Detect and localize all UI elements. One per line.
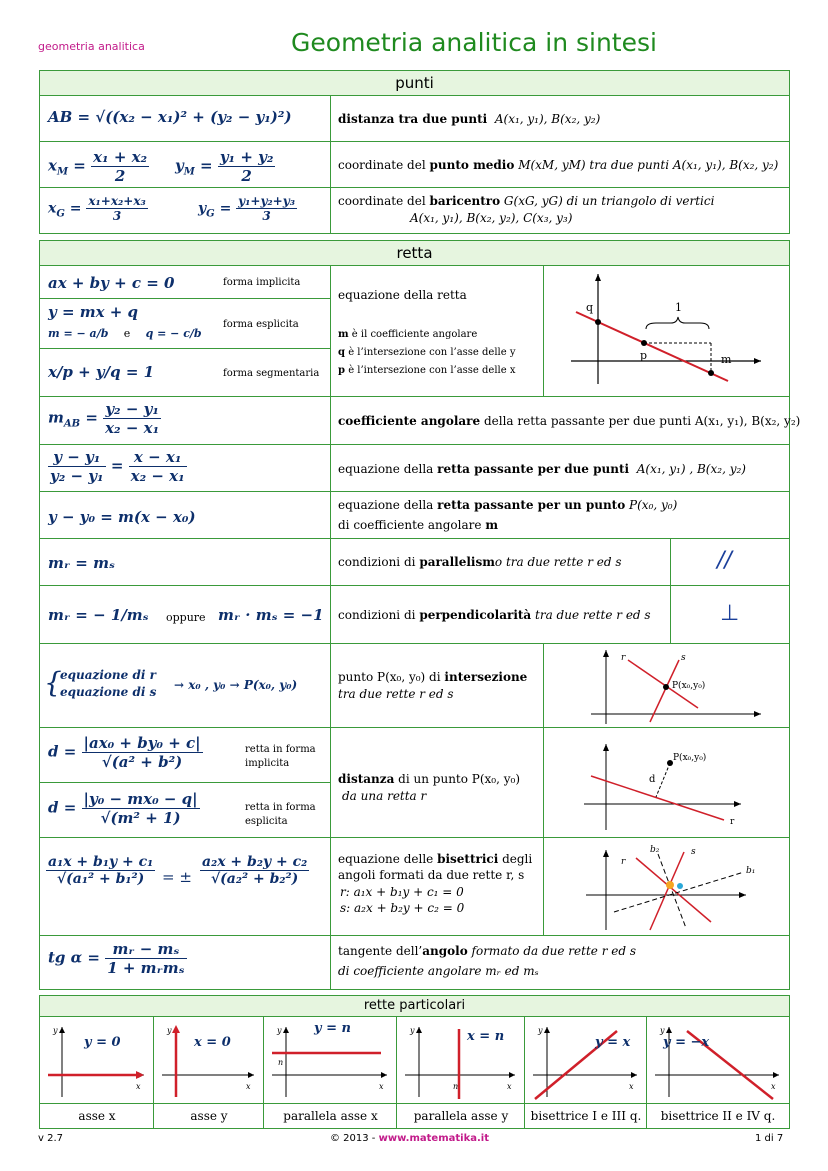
desc-midpoint: coordinate del punto medio M(xM, yM) tra due punti A(x₁, y₁), B(x₂, y₂) [338,158,779,172]
label-explicit: forma esplicita [223,319,299,330]
desc-line-one-point-2: di coefficiente angolare m [338,518,499,532]
graph-distance [546,730,786,835]
graph1-one: 1 [675,301,682,314]
particolari-label-5: bisettrice II e IV q. [647,1103,789,1129]
particolari-cell-2 [264,1017,397,1128]
desc-slope: coefficiente angolare della retta passante per due punti A(x₁, y₁), B(x₂, y₂) [338,414,801,428]
particolari-graph-1 [154,1017,264,1101]
svg-text:x: x [379,1082,384,1091]
desc-line-two-points: equazione della retta passante per due punti A(x₁, y₁) , B(x₂, y₂) [338,462,746,476]
desc-distance-two-points: distanza tra due punti A(x₁, y₁), B(x₂, y₂) [338,112,601,126]
svg-text:y: y [660,1026,665,1035]
desc-intersection-2: tra due rette r ed s [338,687,454,701]
particolari-label-4: bisettrice I e III q. [525,1103,647,1129]
particolari-cell-4 [525,1017,647,1128]
graph-distance-r: r [730,817,735,827]
section-heading-particolari: rette particolari [40,996,789,1017]
footer-page: 1 di 7 [755,1133,784,1144]
particolari-graph-4 [525,1017,647,1101]
graph-line-intercepts [546,269,786,394]
formula-bisector-pm: = ± [162,868,192,886]
desc-bisector: equazione delle bisettrici degli [338,852,533,866]
particolari-label-1: asse y [154,1103,264,1129]
desc-equation-line: equazione della retta [338,288,467,302]
formula-perpendicular-2: mᵣ · mₛ = −1 [218,606,324,624]
graph-distance-p: P(x₀,y₀) [673,753,707,763]
svg-text:y: y [277,1026,282,1035]
graph1-q: q [586,301,594,314]
svg-text:y: y [410,1026,415,1035]
formula-distance-explicit: d = $\frac{\text{|y₀ − mx₀ − q|}}{\text{√(m² + 1)}}$ [48,790,198,827]
svg-text:n: n [453,1082,459,1091]
graph-intersection-r: r [621,653,626,663]
desc-tangent-2: di coefficiente angolare mᵣ ed mₛ [338,964,539,978]
svg-text:x: x [629,1082,634,1091]
note-explicit-1: retta in forma [245,802,316,813]
label-oppure: oppure [166,611,206,624]
desc-centroid: coordinate del baricentro G(xG, yG) di un triangolo di vertici [338,194,715,208]
particolari-eq-4: y = x [595,1035,631,1050]
particolari-eq-3: x = n [467,1029,505,1044]
formula-slope: $m_{AB}$ = $\frac{\text{y₂ − y₁}}{\text{x₂ − x₁}}$ [48,400,160,437]
svg-text:y: y [167,1026,172,1035]
graph1-p: p [640,349,648,362]
particolari-cell-0 [40,1017,154,1128]
desc-parallel: condizioni di parallelismo tra due rette r ed s [338,555,622,569]
page-title: Geometria analitica in sintesi [291,28,657,57]
svg-text:x: x [246,1082,251,1091]
footer-copyright: © 2013 - www.matematika.it [330,1133,489,1144]
particolari-label-0: asse x [40,1103,154,1129]
desc-distance-2: da una retta r [342,789,427,803]
legend-m: m è il coefficiente angolare [338,329,478,340]
formula-system-s: equazione di s [60,685,157,699]
formula-tangent: tg α = $\frac{\text{mᵣ − mₛ}}{\text{1 + mᵣmₛ}}$ [48,940,185,977]
perpendicular-symbol: ⊥ [720,601,740,626]
particolari-graph-0 [40,1017,154,1101]
particolari-eq-0: y = 0 [84,1035,121,1050]
formula-distance-implicit: d = $\frac{\text{|ax₀ + by₀ + c|}}{\text{√(a² + b²)}}$ [48,734,201,771]
graph-distance-d: d [649,774,656,785]
graph-bisector-b2: b₂ [650,845,660,855]
desc-bisector-2: angoli formati da due rette r, s [338,868,525,882]
formula-centroid-y: $y_G$ = $\frac{\text{y₁+y₂+y₃}}{3}$ [198,194,295,223]
svg-text:n: n [278,1058,284,1067]
formula-parallel: mᵣ = mₛ [48,554,115,572]
section-punti [39,70,790,234]
section-heading-retta: retta [40,241,789,266]
particolari-cell-5 [647,1017,789,1128]
header-tag: geometria analitica [38,40,145,53]
note-implicit-1: retta in forma [245,744,316,755]
svg-text:x: x [507,1082,512,1091]
particolari-graph-3 [397,1017,525,1101]
graph-bisector [546,840,786,935]
formula-distance-two-points: AB = √((x₂ − x₁)² + (y₂ − y₁)²) [48,108,292,126]
particolari-eq-5: y = −x [663,1035,710,1050]
desc-distance: distanza di un punto P(x₀, y₀) [338,772,521,786]
legend-p: p è l’intersezione con l’asse delle x [338,365,516,376]
formula-centroid-x: $x_G$ = $\frac{\text{x₁+x₂+x₃}}{3}$ [48,194,146,223]
formula-explicit: y = mx + q [48,303,139,321]
graph-intersection-p: P(x₀,y₀) [672,681,706,691]
desc-line-one-point: equazione della retta passante per un punto P(x₀, y₀) [338,498,678,512]
formula-midpoint-y: $y_M$ = $\frac{\text{y₁ + y₂}}{2}$ [175,148,274,185]
graph-bisector-s: s [691,847,696,857]
footer-site-link[interactable]: www.matematika.it [378,1133,489,1144]
formula-implicit: ax + by + c = 0 [48,274,175,292]
formula-system-r: equazione di r [60,668,156,682]
particolari-label-3: parallela asse y [397,1103,525,1129]
legend-q: q è l’intersezione con l’asse delle y [338,347,516,358]
graph1-m: m [721,353,732,366]
formula-bisector-left: $\frac{\text{a₁x + b₁y + c₁}}{\text{√(a₁² + b₁²)}}$ [48,854,154,887]
particolari-eq-2: y = n [314,1021,351,1036]
svg-text:x: x [771,1082,776,1091]
particolari-graph-5 [647,1017,789,1101]
formula-line-one-point: y − y₀ = m(x − x₀) [48,508,196,526]
desc-bisector-3: r: a₁x + b₁y + c₁ = 0 [340,885,464,899]
svg-text:x: x [136,1082,141,1091]
section-rette-particolari [39,995,790,1129]
footer-version: v 2.7 [38,1133,63,1144]
particolari-cell-3 [397,1017,525,1128]
particolari-eq-1: x = 0 [194,1035,231,1050]
section-retta [39,240,801,990]
desc-tangent: tangente dell’angolo formato da due rette r ed s [338,944,637,958]
graph-bisector-r: r [621,857,626,867]
particolari-cell-1 [154,1017,264,1128]
graph-intersection [546,646,786,726]
desc-bisector-4: s: a₂x + b₂y + c₂ = 0 [340,901,465,915]
particolari-label-2: parallela asse x [264,1103,397,1129]
svg-text:y: y [53,1026,58,1035]
label-implicit: forma implicita [223,277,301,288]
note-implicit-2: implicita [245,758,290,769]
desc-intersection: punto P(x₀, y₀) di intersezione [338,670,528,684]
formula-perpendicular: mᵣ = − 1/mₛ [48,606,149,624]
formula-system-brace: { [44,666,62,699]
formula-m-q: m = − a/b e q = − c/b [48,327,202,340]
svg-text:y: y [538,1026,543,1035]
parallel-symbol: // [717,548,732,573]
desc-perpendicular: condizioni di perpendicolarità tra due rette r ed s [338,608,651,622]
formula-segment: x/p + y/q = 1 [48,363,155,381]
formula-midpoint-x: $x_M$ = $\frac{\text{x₁ + x₂}}{2}$ [48,148,148,185]
formula-line-two-points: $\frac{\text{y − y₁}}{\text{y₂ − y₁}}$ = $\frac{\text{x − x₁}}{\text{x₂ − x₁}}$ [50,448,185,485]
formula-bisector-right: $\frac{\text{a₂x + b₂y + c₂}}{\text{√(a₂² + b₂²)}}$ [202,854,308,887]
desc-centroid-vertices: A(x₁, y₁), B(x₂, y₂), C(x₃, y₃) [410,211,573,225]
graph-intersection-s: s [681,653,686,663]
note-explicit-2: esplicita [245,816,288,827]
formula-intersection-result: → x₀ , y₀ → P(x₀, y₀) [174,678,298,692]
graph-bisector-b1: b₁ [746,866,756,876]
section-heading-punti: punti [40,71,789,96]
label-segment: forma segmentaria [223,368,320,379]
